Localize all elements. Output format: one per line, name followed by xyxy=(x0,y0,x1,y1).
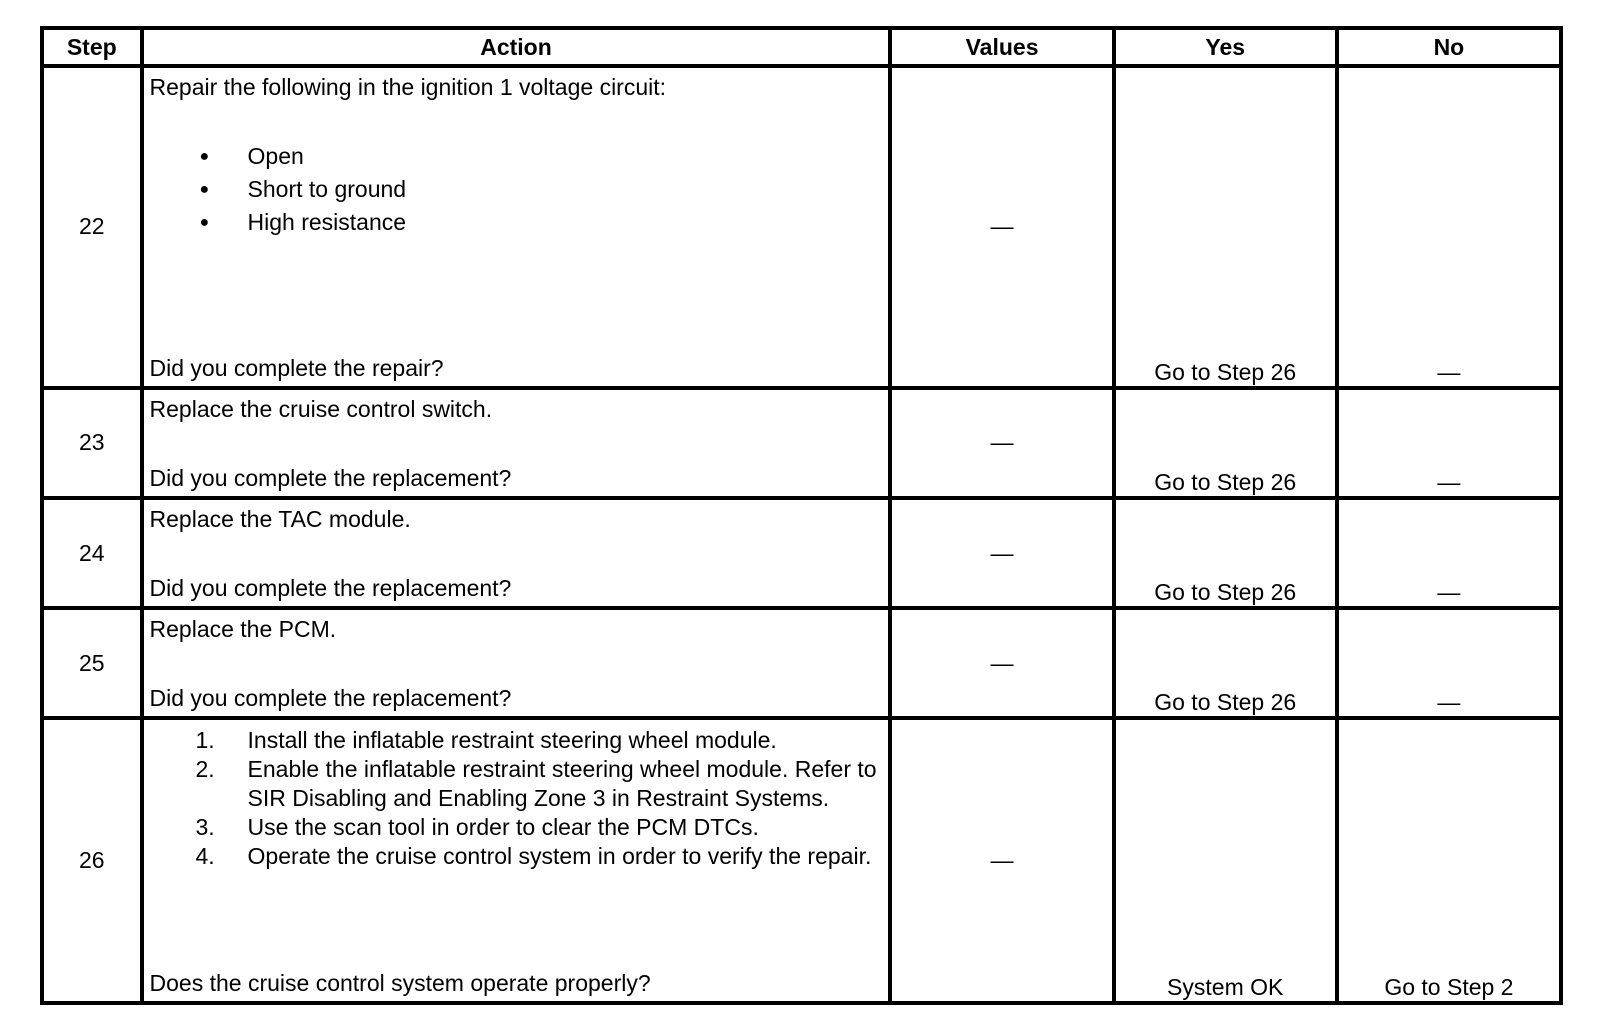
list-item xyxy=(144,813,889,842)
list-item xyxy=(144,755,889,813)
list-item: ● Short to ground xyxy=(144,173,407,206)
list-number: 1. xyxy=(195,727,215,754)
list-number: 2. xyxy=(195,756,215,783)
step-number: 25 xyxy=(42,608,142,718)
values-cell: — xyxy=(890,388,1113,498)
step-number: 23 xyxy=(42,388,142,498)
list-text: Operate the cruise control system in order to verify the repair. xyxy=(247,843,872,870)
table-row xyxy=(42,388,1561,498)
yes-cell: Go to Step 26 xyxy=(1114,498,1337,608)
list-item xyxy=(144,726,889,755)
yes-cell: System OK xyxy=(1114,718,1337,1003)
list-item xyxy=(144,842,889,871)
no-cell: — xyxy=(1337,66,1561,388)
list-number: 4. xyxy=(195,843,215,870)
column-header-values: Values xyxy=(890,28,1113,66)
action-intro: Replace the PCM. xyxy=(149,616,337,643)
list-text: Enable the inflatable restraint steering wheel module. Refer to SIR Disabling and Enabling Zone 3 in Restraint Systems. xyxy=(247,756,877,812)
header-row xyxy=(42,28,1561,66)
yes-cell: Go to Step 26 xyxy=(1114,66,1337,388)
action-question: Did you complete the replacement? xyxy=(149,464,512,491)
step-number: 26 xyxy=(42,718,142,1003)
action-cell xyxy=(142,388,891,498)
column-header-yes: Yes xyxy=(1114,28,1337,66)
table-row xyxy=(42,718,1561,1003)
action-question: Did you complete the replacement? xyxy=(149,685,512,712)
action-cell xyxy=(142,718,891,1003)
no-cell: — xyxy=(1337,608,1561,718)
list-item: ● Open xyxy=(144,140,407,173)
step-number: 22 xyxy=(42,66,142,388)
table-row xyxy=(42,498,1561,608)
action-intro: Replace the cruise control switch. xyxy=(149,395,493,422)
action-intro: Replace the TAC module. xyxy=(149,505,411,532)
list-item: ● High resistance xyxy=(144,206,407,239)
yes-cell: Go to Step 26 xyxy=(1114,608,1337,718)
column-header-no: No xyxy=(1337,28,1561,66)
step-number: 24 xyxy=(42,498,142,608)
action-cell xyxy=(142,498,891,608)
values-cell: — xyxy=(890,498,1113,608)
diagnostic-table xyxy=(40,26,1563,1005)
values-cell: — xyxy=(890,718,1113,1003)
action-question: Does the cruise control system operate properly? xyxy=(149,970,651,996)
column-header-action: Action xyxy=(142,28,891,66)
action-cell xyxy=(142,608,891,718)
action-question: Did you complete the repair? xyxy=(149,354,444,381)
table-row xyxy=(42,66,1561,388)
yes-cell: Go to Step 26 xyxy=(1114,388,1337,498)
column-header-step: Step xyxy=(42,28,142,66)
list-text: Use the scan tool in order to clear the PCM DTCs. xyxy=(247,814,759,841)
no-cell: — xyxy=(1337,388,1561,498)
values-cell: — xyxy=(890,66,1113,388)
numbered-list xyxy=(144,726,889,871)
table-row xyxy=(42,608,1561,718)
action-intro: Repair the following in the ignition 1 voltage circuit: xyxy=(149,74,667,100)
values-cell: — xyxy=(890,608,1113,718)
action-question: Did you complete the replacement? xyxy=(149,575,512,602)
no-cell: Go to Step 2 xyxy=(1337,718,1561,1003)
action-cell xyxy=(142,66,891,388)
list-number: 3. xyxy=(195,814,215,841)
list-text: Install the inflatable restraint steering wheel module. xyxy=(247,727,777,754)
bullet-list xyxy=(144,140,407,239)
no-cell: — xyxy=(1337,498,1561,608)
